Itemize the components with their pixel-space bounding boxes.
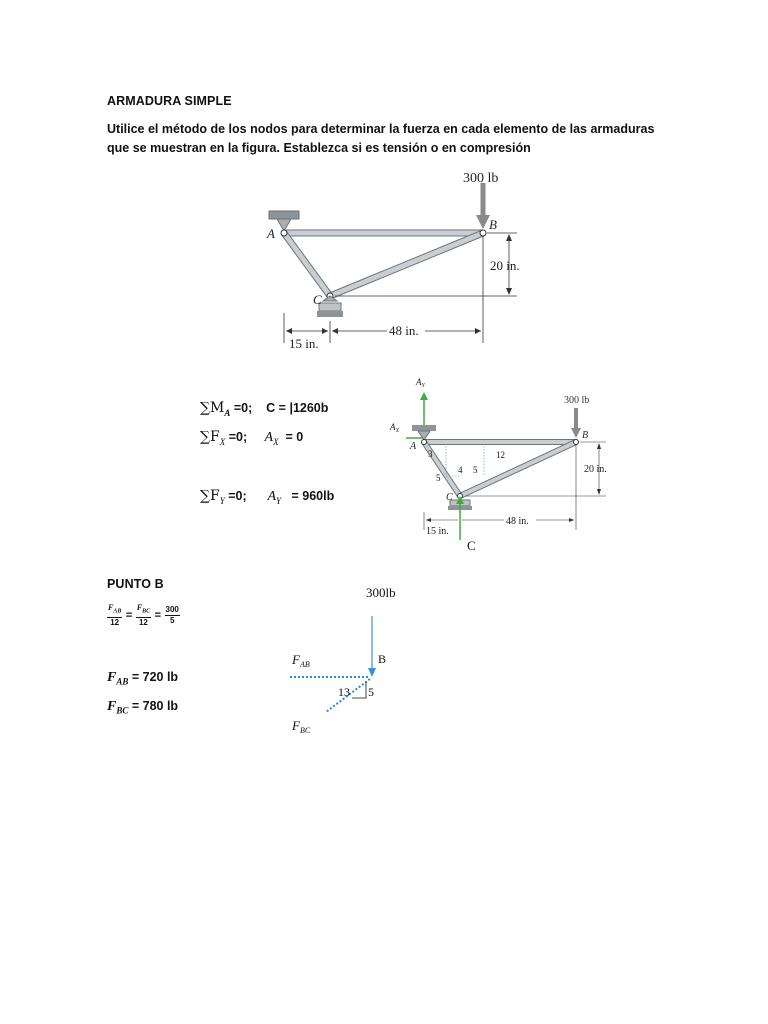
member-ac-fill [284, 233, 330, 296]
support-a-pin-icon [277, 219, 291, 231]
fbc-diagram-label: $F_{BC}$ [292, 718, 311, 735]
member-bc-fill [330, 233, 483, 296]
c-reaction-label: C [467, 538, 476, 553]
label-b: B [489, 217, 497, 232]
span-ac-label: 15 in. [289, 336, 319, 351]
support-a-icon [269, 211, 299, 219]
fab-diagram-label: $F_{AB}$ [292, 652, 310, 669]
document-title: ARMADURA SIMPLE [107, 94, 232, 108]
joint-a [281, 230, 287, 236]
roller-c-base-icon [317, 311, 343, 317]
svg-text:A: A [410, 441, 417, 452]
label-a: A [267, 226, 275, 241]
punto-b-heading: PUNTO B [107, 577, 164, 591]
roller-c-icon [319, 303, 341, 311]
fx-equation: $\sum F_X =0$; $A_X = 0$ [200, 429, 304, 447]
problem-statement: Utilice el método de los nodos para determinar la fuerza en cada elemento de las armaduras que se muestran en la figura. Establezca si es tensión o en compresión [107, 122, 655, 155]
moment-equation: $\sum M_A =0$; C = |1260b [200, 400, 329, 418]
svg-text:5: 5 [368, 685, 374, 699]
fab-result: $F_{AB} = 720$ lb [107, 670, 179, 687]
ay-label: $A_Y$ [416, 377, 425, 389]
ax-label: $A_X$ [390, 422, 400, 434]
load-label-2: 300 lb [564, 395, 590, 406]
svg-text:13: 13 [338, 685, 350, 699]
svg-text:4: 4 [458, 465, 463, 475]
ratio-equation: $\frac{F_{AB}}{12}$ = $\frac{F_{BC}}{12}$ = $\frac{300}{5}$ [108, 603, 179, 627]
fraction-fab: $\frac{F_{AB}}{12}$ [108, 603, 122, 627]
joint-b-load-label: 300lb [366, 585, 396, 600]
svg-text:15 in.: 15 in. [426, 526, 449, 537]
fraction-load: $\frac{300}{5}$ [165, 604, 179, 625]
span-bc-label: 48 in. [389, 323, 419, 338]
truss-figure-1 [255, 163, 540, 358]
fraction-fbc: $\frac{F_{BC}}{12}$ [136, 603, 151, 627]
height-label: 20 in. [490, 258, 520, 273]
support-a2-icon [412, 425, 436, 431]
joint-b-label: B [378, 652, 387, 666]
svg-text:5: 5 [436, 473, 441, 483]
svg-text:C: C [446, 492, 453, 503]
svg-text:48 in.: 48 in. [506, 516, 529, 527]
load-label: 300 lb [463, 171, 499, 186]
svg-text:12: 12 [496, 450, 505, 460]
joint-b-diagram [282, 578, 412, 738]
joint-b [480, 230, 486, 236]
svg-text:3: 3 [428, 449, 433, 459]
fy-equation: $\sum F_Y =0$; $A_Y$ = 960lb [200, 488, 335, 506]
label-c: C [313, 292, 322, 307]
svg-text:B: B [582, 430, 589, 441]
fbc-result: $F_{BC} = 780$ lb [107, 699, 179, 716]
truss-figure-2 [380, 372, 620, 554]
svg-text:20 in.: 20 in. [584, 464, 607, 475]
svg-text:5: 5 [473, 465, 478, 475]
